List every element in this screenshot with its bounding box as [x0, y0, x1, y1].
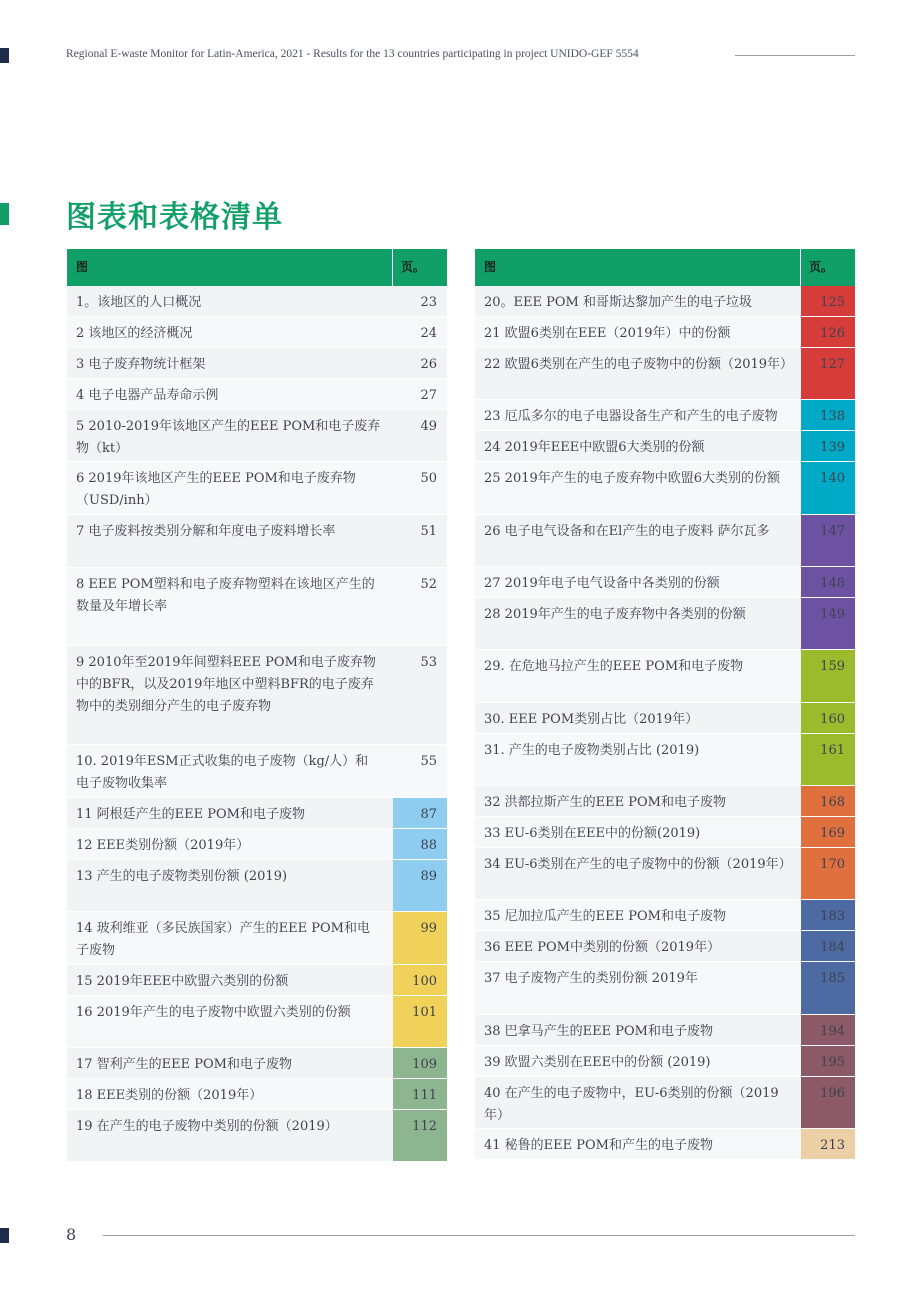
page-title: 图表和表格清单	[66, 200, 283, 235]
page-ref: 109	[393, 1048, 447, 1078]
figure-title: 27 2019年电子电气设备中各类别的份额	[484, 576, 720, 591]
table-row[interactable]	[475, 317, 855, 348]
table-row[interactable]	[475, 515, 855, 567]
figure-title: 15 2019年EEE中欧盟六类别的份额	[76, 974, 289, 989]
table-header	[67, 249, 447, 286]
page-ref: 87	[393, 798, 447, 828]
figure-title: 23 厄瓜多尔的电子电器设备生产和产生的电子废物	[484, 409, 778, 424]
table-row[interactable]	[67, 996, 447, 1048]
figure-title: 29. 在危地马拉产生的EEE POM和电子废物	[484, 659, 744, 674]
title-marker	[0, 203, 9, 225]
figure-title: 10. 2019年ESM正式收集的电子废物（kg/人）和电子废物收集率	[76, 754, 369, 791]
table-row[interactable]	[67, 965, 447, 996]
page-ref: 89	[393, 860, 447, 911]
table-row[interactable]	[475, 567, 855, 598]
figures-table-right	[475, 249, 855, 1160]
table-row[interactable]	[67, 1110, 447, 1162]
figure-title: 4 电子电器产品寿命示例	[76, 388, 219, 403]
table-row[interactable]	[475, 348, 855, 400]
col-page-header: 页。	[809, 260, 834, 274]
header-rule	[735, 55, 855, 56]
figure-title: 18 EEE类别的份额（2019年）	[76, 1088, 263, 1103]
table-row[interactable]	[67, 348, 447, 379]
page-ref: 159	[801, 650, 855, 702]
page-ref: 169	[801, 817, 855, 847]
figure-title: 1。该地区的人口概况	[76, 295, 202, 310]
figure-title: 25 2019年产生的电子废弃物中欧盟6大类别的份额	[484, 471, 781, 486]
page-ref: 52	[420, 577, 437, 592]
page-ref: 170	[801, 848, 855, 899]
page-ref: 24	[420, 326, 437, 341]
figure-title: 7 电子废料按类别分解和年度电子废料增长率	[76, 524, 336, 539]
table-row[interactable]	[67, 286, 447, 317]
table-row[interactable]	[67, 379, 447, 410]
table-row[interactable]	[67, 860, 447, 912]
footer-rule	[103, 1235, 855, 1236]
table-row[interactable]	[67, 745, 447, 798]
page-ref: 101	[393, 996, 447, 1047]
page-ref: 23	[420, 295, 437, 310]
figure-title: 17 智利产生的EEE POM和电子废物	[76, 1057, 292, 1072]
page-ref: 88	[393, 829, 447, 859]
figure-title: 24 2019年EEE中欧盟6大类别的份额	[484, 440, 705, 455]
figure-title: 32 洪都拉斯产生的EEE POM和电子废物	[484, 795, 726, 810]
figures-table-left	[67, 249, 447, 1162]
figure-title: 22 欧盟6类别在产生的电子废物中的份额（2019年）	[484, 357, 794, 372]
figure-title: 38 巴拿马产生的EEE POM和电子废物	[484, 1024, 713, 1039]
figure-title: 40 在产生的电子废物中，EU-6类别的份额（2019年）	[484, 1086, 779, 1123]
table-row[interactable]	[475, 734, 855, 786]
table-row[interactable]	[475, 817, 855, 848]
page-ref: 49	[420, 419, 437, 434]
figure-title: 34 EU-6类别在产生的电子废物中的份额（2019年）	[484, 857, 792, 872]
page-ref: 194	[801, 1015, 855, 1045]
page-ref: 148	[801, 567, 855, 597]
table-row[interactable]	[475, 286, 855, 317]
figure-title: 36 EEE POM中类别的份额（2019年）	[484, 940, 721, 955]
page-ref: 168	[801, 786, 855, 816]
table-row[interactable]	[475, 786, 855, 817]
table-row[interactable]	[475, 703, 855, 734]
page-ref: 125	[801, 286, 855, 316]
page-ref: 126	[801, 317, 855, 347]
page-ref: 138	[801, 400, 855, 430]
table-row[interactable]	[67, 462, 447, 515]
col-page-header: 页。	[401, 260, 426, 274]
col-figure-header: 图	[475, 249, 801, 286]
table-row[interactable]	[475, 1015, 855, 1046]
page-ref: 112	[393, 1110, 447, 1161]
table-row[interactable]	[475, 462, 855, 515]
figure-title: 2 该地区的经济概况	[76, 326, 193, 341]
figure-title: 16 2019年产生的电子废物中欧盟六类别的份额	[76, 1005, 351, 1020]
figure-title: 14 玻利维亚（多民族国家）产生的EEE POM和电子废物	[76, 921, 370, 958]
figure-title: 21 欧盟6类别在EEE（2019年）中的份额	[484, 326, 731, 341]
page-ref: 196	[801, 1077, 855, 1128]
table-row[interactable]	[67, 410, 447, 462]
table-row[interactable]	[475, 1077, 855, 1129]
page-ref: 160	[801, 703, 855, 733]
page-ref: 53	[420, 655, 437, 670]
page-ref: 55	[420, 754, 437, 769]
page-ref: 50	[420, 471, 437, 486]
figure-title: 11 阿根廷产生的EEE POM和电子废物	[76, 807, 305, 822]
page-ref: 140	[801, 462, 855, 514]
figure-title: 6 2019年该地区产生的EEE POM和电子废弃物（USD/inh）	[76, 471, 356, 508]
table-row[interactable]	[67, 646, 447, 745]
figure-title: 31. 产生的电子废物类别占比 (2019)	[484, 743, 700, 758]
figure-title: 37 电子废物产生的类别份额 2019年	[484, 971, 698, 986]
table-row[interactable]	[67, 1079, 447, 1110]
page-ref: 111	[393, 1079, 447, 1109]
table-body	[475, 286, 855, 1160]
figure-title: 5 2010-2019年该地区产生的EEE POM和电子废弃物（kt）	[76, 419, 381, 456]
figure-title: 26 电子电气设备和在El产生的电子废料 萨尔瓦多	[484, 524, 770, 539]
table-row[interactable]	[475, 931, 855, 962]
col-figure-header: 图	[67, 249, 393, 286]
table-row[interactable]	[67, 515, 447, 568]
table-row[interactable]	[475, 400, 855, 431]
table-row[interactable]	[475, 650, 855, 703]
page-ref: 149	[801, 598, 855, 649]
page-ref: 195	[801, 1046, 855, 1076]
figure-title: 41 秘鲁的EEE POM和产生的电子废物	[484, 1138, 713, 1153]
page-number: 8	[66, 1225, 77, 1244]
page-ref: 183	[801, 900, 855, 930]
page-ref: 147	[801, 515, 855, 566]
figure-title: 20。EEE POM 和哥斯达黎加产生的电子垃圾	[484, 295, 752, 310]
table-row[interactable]	[475, 1046, 855, 1077]
table-row[interactable]	[475, 962, 855, 1015]
page-ref: 139	[801, 431, 855, 461]
page-ref: 184	[801, 931, 855, 961]
page-ref: 127	[801, 348, 855, 399]
table-row[interactable]	[67, 912, 447, 965]
page-ref: 100	[393, 965, 447, 995]
figure-title: 30. EEE POM类别占比（2019年）	[484, 712, 699, 727]
page-ref: 99	[393, 912, 447, 964]
figure-title: 28 2019年产生的电子废弃物中各类别的份额	[484, 607, 746, 622]
table-row[interactable]	[67, 798, 447, 829]
table-row[interactable]	[67, 317, 447, 348]
page-ref: 185	[801, 962, 855, 1014]
table-row[interactable]	[475, 598, 855, 650]
page-ref: 26	[420, 357, 437, 372]
table-header	[475, 249, 855, 286]
table-row[interactable]	[67, 829, 447, 860]
figure-title: 8 EEE POM塑料和电子废弃物塑料在该地区产生的数量及年增长率	[76, 577, 375, 614]
table-row[interactable]	[67, 568, 447, 646]
figure-title: 9 2010年至2019年间塑料EEE POM和电子废弃物中的BFR，以及2019年地区中塑料BFR的电子废弃物中的类别细分产生的电子废弃物	[76, 655, 376, 714]
table-row[interactable]	[475, 900, 855, 931]
page-ref: 27	[420, 388, 437, 403]
figure-title: 35 尼加拉瓜产生的EEE POM和电子废物	[484, 909, 726, 924]
figure-title: 3 电子废弃物统计框架	[76, 357, 206, 372]
footer-marker	[0, 1228, 9, 1243]
header-marker	[0, 48, 9, 63]
figure-title: 39 欧盟六类别在EEE中的份额 (2019)	[484, 1055, 711, 1070]
figure-title: 19 在产生的电子废物中类别的份额（2019）	[76, 1119, 338, 1134]
page-ref: 51	[420, 524, 437, 539]
table-row[interactable]	[475, 848, 855, 900]
table-row[interactable]	[475, 1129, 855, 1160]
figure-title: 33 EU-6类别在EEE中的份额(2019)	[484, 826, 701, 841]
figure-title: 13 产生的电子废物类别份额 (2019)	[76, 869, 288, 884]
running-header: Regional E-waste Monitor for Latin-America, 2021 - Results for the 13 countries participating in project UNIDO-GEF 5554	[66, 48, 639, 60]
page-ref: 213	[801, 1129, 855, 1159]
table-body	[67, 286, 447, 1162]
table-row[interactable]	[475, 431, 855, 462]
page-ref: 161	[801, 734, 855, 785]
figure-title: 12 EEE类别份额（2019年）	[76, 838, 250, 853]
table-row[interactable]	[67, 1048, 447, 1079]
